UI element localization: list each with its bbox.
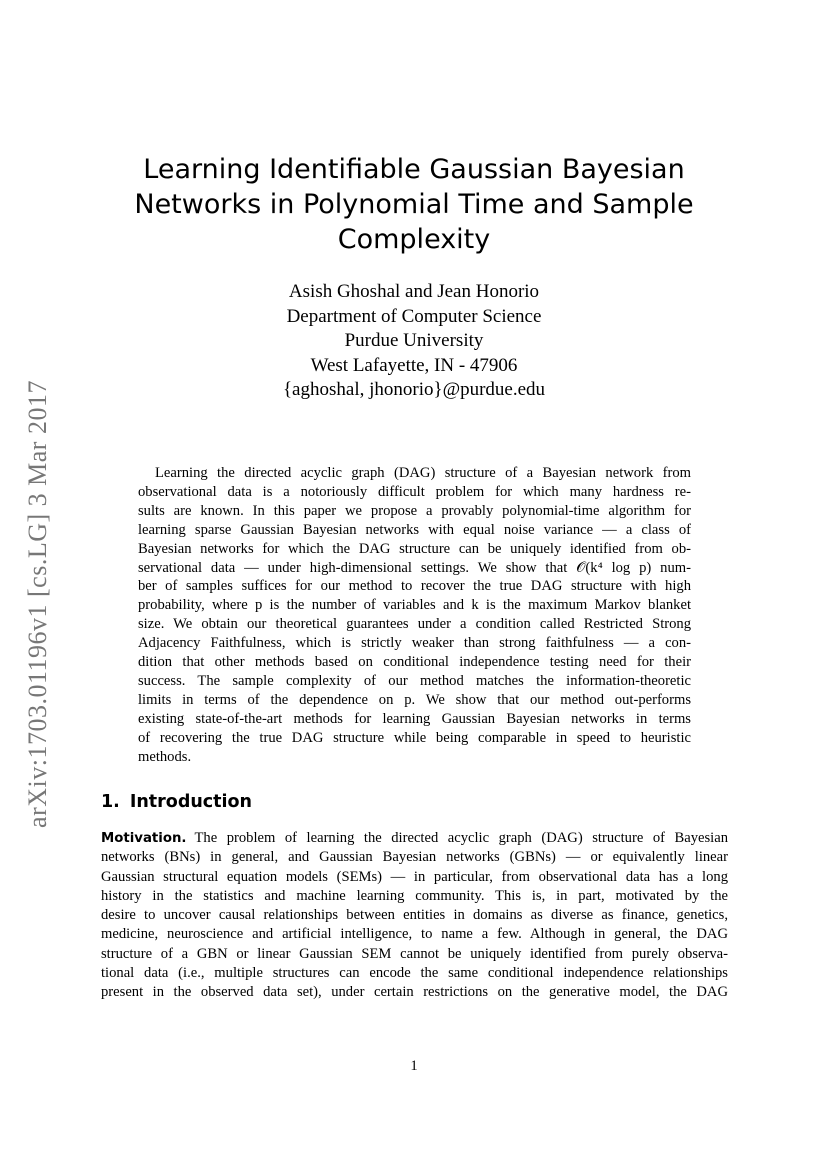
paragraph-line: desire to uncover causal relationships between entities in domains as diverse as finance, genetics, (101, 907, 728, 924)
paragraph-line: tional data (i.e., multiple structures can encode the same conditional independence relationships (101, 965, 728, 982)
paragraph-line-text: The problem of learning the directed acyclic graph (DAG) structure of Bayesian (194, 830, 728, 846)
title-line: Learning Identifiable Gaussian Bayesian (143, 154, 685, 185)
author-university: Purdue University (344, 330, 484, 351)
paragraph-line: history in the statistics and machine learning community. This is, in part, motivated by the (101, 887, 728, 904)
author-block (164, 280, 664, 403)
abstract-line: observational data is a notoriously difficult problem for which many hardness re- (138, 483, 691, 500)
author-department: Department of Computer Science (286, 305, 542, 327)
title-line: Networks in Polynomial Time and Sample (134, 189, 694, 220)
paragraph-line (101, 829, 728, 848)
abstract-line: probability, where p is the number of variables and k is the maximum Markov blanket (138, 597, 691, 614)
section-number: 1. (101, 792, 120, 812)
paragraph-line: medicine, neuroscience and artificial intelligence, to name a few. Although in general, the DAG (101, 926, 728, 943)
abstract-line: servational data — under high-dimensional settings. We show that 𝒪(k⁴ log p) num- (138, 559, 691, 576)
paragraph-line: Gaussian structural equation models (SEMs) — in particular, from observational data has a long (101, 868, 728, 885)
page-number: 1 (410, 1058, 418, 1074)
intro-paragraph (101, 829, 728, 1003)
paragraph-runin-heading: Motivation. (101, 831, 187, 846)
abstract-line: success. The sample complexity of our method matches the information-theoretic (138, 672, 691, 689)
abstract-line: Bayesian networks for which the DAG structure can be uniquely identified from ob- (138, 540, 691, 557)
paragraph-line: present in the observed data set), under certain restrictions on the generative model, the DAG (101, 984, 728, 1001)
section-title: Introduction (129, 792, 253, 812)
paper-title (90, 152, 738, 257)
author-names: Asish Ghoshal and Jean Honorio (288, 281, 540, 302)
abstract-line: of recovering the true DAG structure while being comparable in speed to heuristic (138, 729, 691, 746)
arxiv-identifier: arXiv:1703.01196v1 [cs.LG] 3 Mar 2017 (23, 380, 52, 828)
abstract-line: ber of samples suffices for our method to recover the true DAG structure with high (138, 578, 691, 595)
abstract-line: size. We obtain our theoretical guarantees under a condition called Restricted Strong (138, 616, 691, 633)
abstract-line: existing state-of-the-art methods for learning Gaussian Bayesian networks in terms (138, 710, 691, 727)
abstract-line: methods. (138, 748, 192, 765)
abstract-line: Learning the directed acyclic graph (DAG) structure of a Bayesian network from (155, 465, 691, 481)
abstract-line: learning sparse Gaussian Bayesian networks with equal noise variance — a class of (138, 521, 691, 538)
author-emails: {aghoshal, jhonorio}@purdue.edu (282, 379, 546, 400)
abstract-line: Adjacency Faithfulness, which is strictly weaker than strong faithfulness — a con- (138, 635, 691, 652)
section-heading (101, 790, 262, 814)
abstract-line: dition that other methods based on conditional independence testing need for their (138, 654, 691, 671)
arxiv-stamp (0, 0, 60, 1171)
abstract-line: limits in terms of the dependence on p. We show that our method out-performs (138, 691, 691, 708)
paragraph-line: networks (BNs) in general, and Gaussian Bayesian networks (GBNs) — or equivalently linear (101, 849, 728, 866)
abstract (138, 464, 691, 767)
author-location: West Lafayette, IN - 47906 (310, 354, 518, 376)
title-line: Complexity (337, 224, 491, 255)
abstract-line: sults are known. In this paper we propose a provably polynomial-time algorithm for (138, 502, 691, 519)
paragraph-line: structure of a GBN or linear Gaussian SEM cannot be uniquely identified from purely observa- (101, 945, 728, 962)
